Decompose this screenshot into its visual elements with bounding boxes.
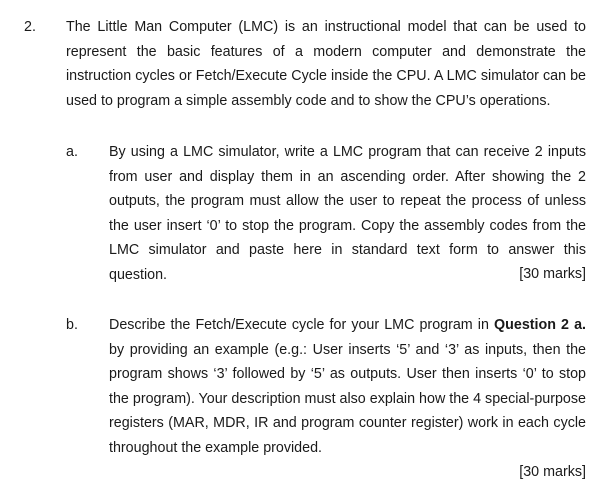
question-intro: The Little Man Computer (LMC) is an instructional model that can be used to represent the basic features of a modern computer and demonstrate the instruction cycles or Fetch/Execute Cycle inside the CPU. A LMC simulator can be used to program a simple assembly code and to show the CPU’s operations. (66, 19, 586, 109)
part-b-marks: [30 marks] (519, 464, 586, 480)
part-b-question-reference: Question 2 a. (494, 317, 587, 333)
part-a-label: a. (66, 144, 78, 160)
part-b-label: b. (66, 317, 78, 333)
part-b-text-rest: by providing an example (e.g.: User inserts ‘5’ and ‘3’ as inputs, then the program shows ‘3’ followed by ‘5’ as outputs. User then inserts ‘0’ to stop the program). Your description must also explain how the 4 special-purpose registers (MAR, MDR, IR and program counter register) work in each cycle throughout the example provided. (109, 341, 586, 456)
question-number: 2. (24, 19, 36, 35)
part-a-marks: [30 marks] (519, 266, 586, 282)
part-b-text (109, 313, 586, 460)
part-b-text-start: Describe the Fetch/Execute cycle for your LMC program in (109, 317, 495, 333)
part-a-text: By using a LMC simulator, write a LMC program that can receive 2 inputs from user and display them in an ascending order. After showing the 2 outputs, the program must allow the user to repeat the process of unless the user insert ‘0’ to stop the program. Copy the assembly codes from the LMC simulator and paste here in standard text form to answer this question. (109, 144, 586, 283)
